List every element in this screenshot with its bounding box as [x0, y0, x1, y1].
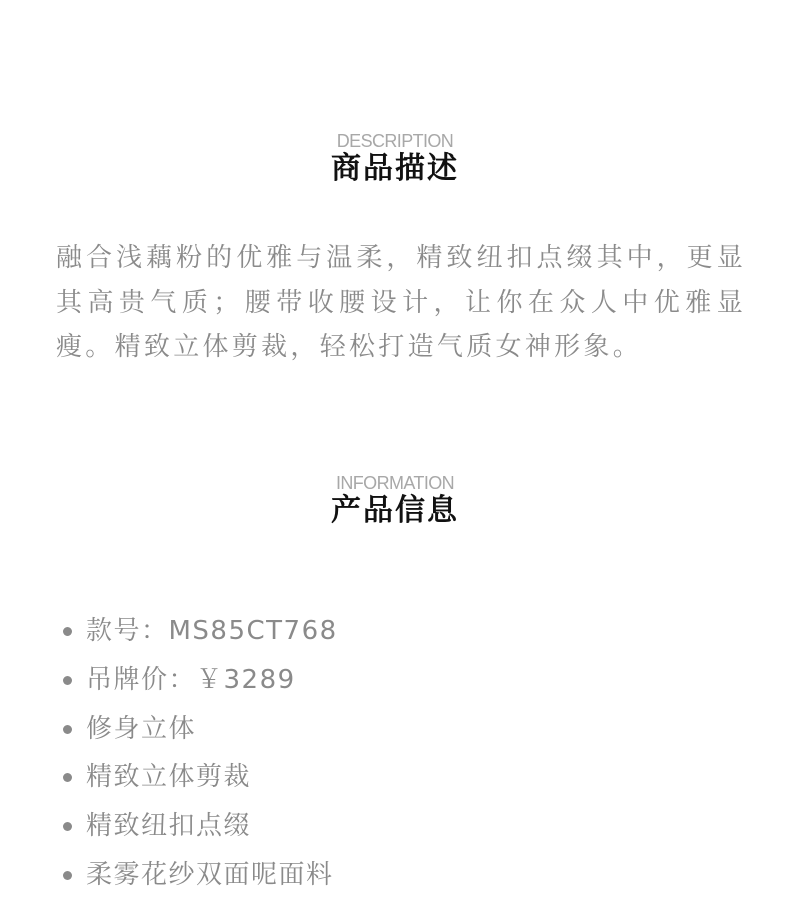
- description-header: [0, 131, 790, 186]
- description-title: 商品描述: [331, 151, 459, 186]
- information-title: 产品信息: [331, 493, 459, 528]
- product-info-list: [86, 607, 338, 900]
- list-item: [86, 802, 338, 851]
- list-item: [86, 607, 338, 656]
- bullet-icon: [63, 627, 72, 636]
- list-item-text: 精致纽扣点缀: [86, 811, 252, 842]
- list-item: [86, 753, 338, 802]
- description-text: 融合浅藕粉的优雅与温柔，精致纽扣点缀其中，更显其高贵气质；腰带收腰设计，让你在众人中优雅显瘦。精致立体剪裁，轻松打造气质女神形象。: [56, 243, 746, 362]
- bullet-icon: [63, 773, 72, 782]
- list-item-text: 款号：MS85CT768: [86, 616, 338, 646]
- information-header: [0, 473, 790, 528]
- list-item-text: 修身立体: [86, 713, 197, 744]
- bullet-icon: [63, 871, 72, 880]
- list-item-text: 吊牌价：￥3289: [86, 664, 296, 695]
- list-item: [86, 705, 338, 754]
- information-eyebrow: INFORMATION: [335, 473, 455, 493]
- list-item-text: 精致立体剪裁: [86, 762, 252, 793]
- list-item: [86, 656, 338, 705]
- bullet-icon: [63, 822, 72, 831]
- bullet-icon: [63, 676, 72, 685]
- bullet-icon: [63, 725, 72, 734]
- description-eyebrow: DESCRIPTION: [336, 131, 454, 151]
- list-item-text: 柔雾花纱双面呢面料: [86, 859, 334, 890]
- list-item: [86, 851, 338, 900]
